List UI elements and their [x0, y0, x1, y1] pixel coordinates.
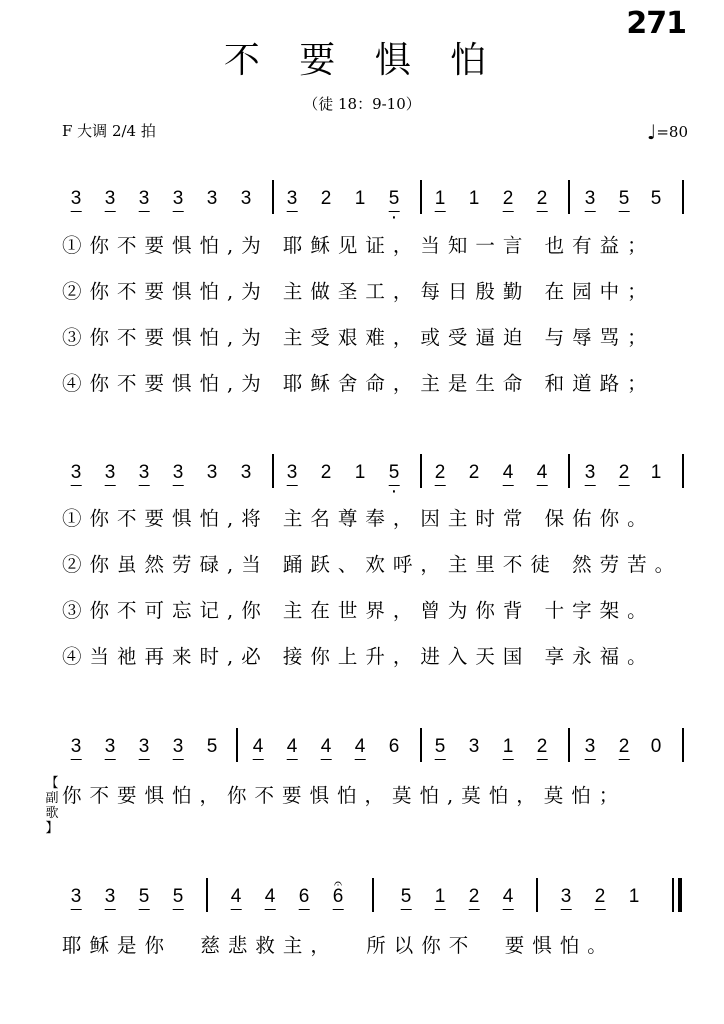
note: 1: [628, 886, 640, 907]
note: 4: [321, 736, 332, 760]
note: 3: [139, 188, 150, 212]
note: 3: [206, 462, 218, 483]
barline: [568, 728, 570, 762]
note: 2: [320, 188, 332, 209]
note: 3: [240, 462, 252, 483]
note: 6: [388, 736, 400, 757]
note: 3: [468, 736, 480, 757]
note: 4: [265, 886, 276, 910]
note: 2: [537, 736, 548, 760]
note: 1: [354, 188, 366, 209]
note: 3: [139, 462, 150, 486]
note: 5: [401, 886, 412, 910]
note: 5: [206, 736, 218, 757]
note: 2: [619, 736, 630, 760]
note: 3: [287, 188, 298, 212]
lyric-line: ②你虽然劳碌,当 踊跃、欢呼，主里不徒 然劳苦。: [62, 553, 683, 576]
note: 3: [105, 736, 116, 760]
note: 3: [561, 886, 572, 910]
note: 3: [71, 462, 82, 486]
note: 3: [585, 462, 596, 486]
note: 5: [435, 736, 446, 760]
lyric-line: ②你不要惧怕,为 主做圣工，每日殷勤 在园中；: [62, 280, 655, 303]
note: 0: [650, 736, 662, 757]
note: 4: [355, 736, 366, 760]
lyric-line: ④你不要惧怕,为 耶稣舍命，主是生命 和道路；: [62, 372, 655, 395]
note: 2: [537, 188, 548, 212]
barline: [682, 728, 684, 762]
lyric-line: 耶稣是你 慈悲救主， 所以你不 要惧怕。: [62, 934, 615, 957]
final-barline: [672, 878, 674, 912]
note: 3: [206, 188, 218, 209]
chorus-label: 【 副 歌 】: [45, 776, 59, 836]
note: 2: [595, 886, 606, 910]
note: 5: [173, 886, 184, 910]
scripture-reference: （徒 18：9-10）: [303, 95, 421, 113]
barline: [206, 878, 208, 912]
note: 2: [503, 188, 514, 212]
note: 5: [619, 188, 630, 212]
note: 1: [435, 188, 446, 212]
note: 2: [619, 462, 630, 486]
note: 𝄐 6: [333, 886, 344, 910]
final-barline-thick: [678, 878, 682, 912]
barline: [682, 180, 684, 214]
tempo-value: =80: [656, 123, 688, 141]
barline: [236, 728, 238, 762]
note: 3: [105, 886, 116, 910]
note: 5: [139, 886, 150, 910]
barline: [568, 180, 570, 214]
tempo-marking: [647, 120, 688, 144]
note: 1: [468, 188, 480, 209]
barline: [420, 454, 422, 488]
note: 6: [299, 886, 310, 910]
note: 5 ·: [389, 462, 400, 486]
lyric-line: ③你不可忘记,你 主在世界，曾为你背 十字架。: [62, 599, 655, 622]
note: 2: [435, 462, 446, 486]
note: 4: [503, 886, 514, 910]
note: 5 ·: [389, 188, 400, 212]
barline: [420, 180, 422, 214]
note: 2: [469, 886, 480, 910]
note: 4: [287, 736, 298, 760]
lyric-line: ①你不要惧怕,为 耶稣见证，当知一言 也有益；: [62, 234, 655, 257]
quarter-note-icon: ♩: [646, 120, 657, 144]
note: 2: [320, 462, 332, 483]
note: 3: [585, 188, 596, 212]
key-and-time-signature: F 大调 2/4 拍: [62, 122, 156, 140]
notation-row: [0, 878, 724, 918]
note: 3: [240, 188, 252, 209]
note: 3: [105, 188, 116, 212]
note: 1: [354, 462, 366, 483]
lyric-line: ①你不要惧怕,将 主名尊奉，因主时常 保佑你。: [62, 507, 655, 530]
lyric-line: ③你不要惧怕,为 主受艰难，或受逼迫 与辱骂；: [62, 326, 655, 349]
lyric-line: 你不要惧怕，你不要惧怕，莫怕,莫怕，莫怕；: [62, 784, 627, 807]
note: 4: [231, 886, 242, 910]
note: 3: [173, 188, 184, 212]
hymn-title: 不 要 惧 怕: [223, 40, 501, 81]
note: 3: [173, 736, 184, 760]
note: 3: [71, 736, 82, 760]
notation-row: [0, 180, 724, 220]
note: 3: [139, 736, 150, 760]
note: 4: [537, 462, 548, 486]
lyric-line: ④当祂再来时,必 接你上升，进入天国 享永福。: [62, 645, 655, 668]
note: 3: [585, 736, 596, 760]
notation-row: [0, 728, 724, 768]
note: 4: [253, 736, 264, 760]
note: 4: [503, 462, 514, 486]
note: 3: [173, 462, 184, 486]
notation-row: [0, 454, 724, 494]
barline: [536, 878, 538, 912]
note: 1: [503, 736, 514, 760]
note: 1: [650, 462, 662, 483]
note: 3: [287, 462, 298, 486]
note: 2: [468, 462, 480, 483]
barline: [272, 180, 274, 214]
barline: [682, 454, 684, 488]
note: 5: [650, 188, 662, 209]
barline: [372, 878, 374, 912]
barline: [568, 454, 570, 488]
note: 3: [71, 188, 82, 212]
hymn-number: 271: [626, 6, 686, 41]
barline: [272, 454, 274, 488]
note: 1: [435, 886, 446, 910]
note: 3: [71, 886, 82, 910]
note: 3: [105, 462, 116, 486]
barline: [420, 728, 422, 762]
